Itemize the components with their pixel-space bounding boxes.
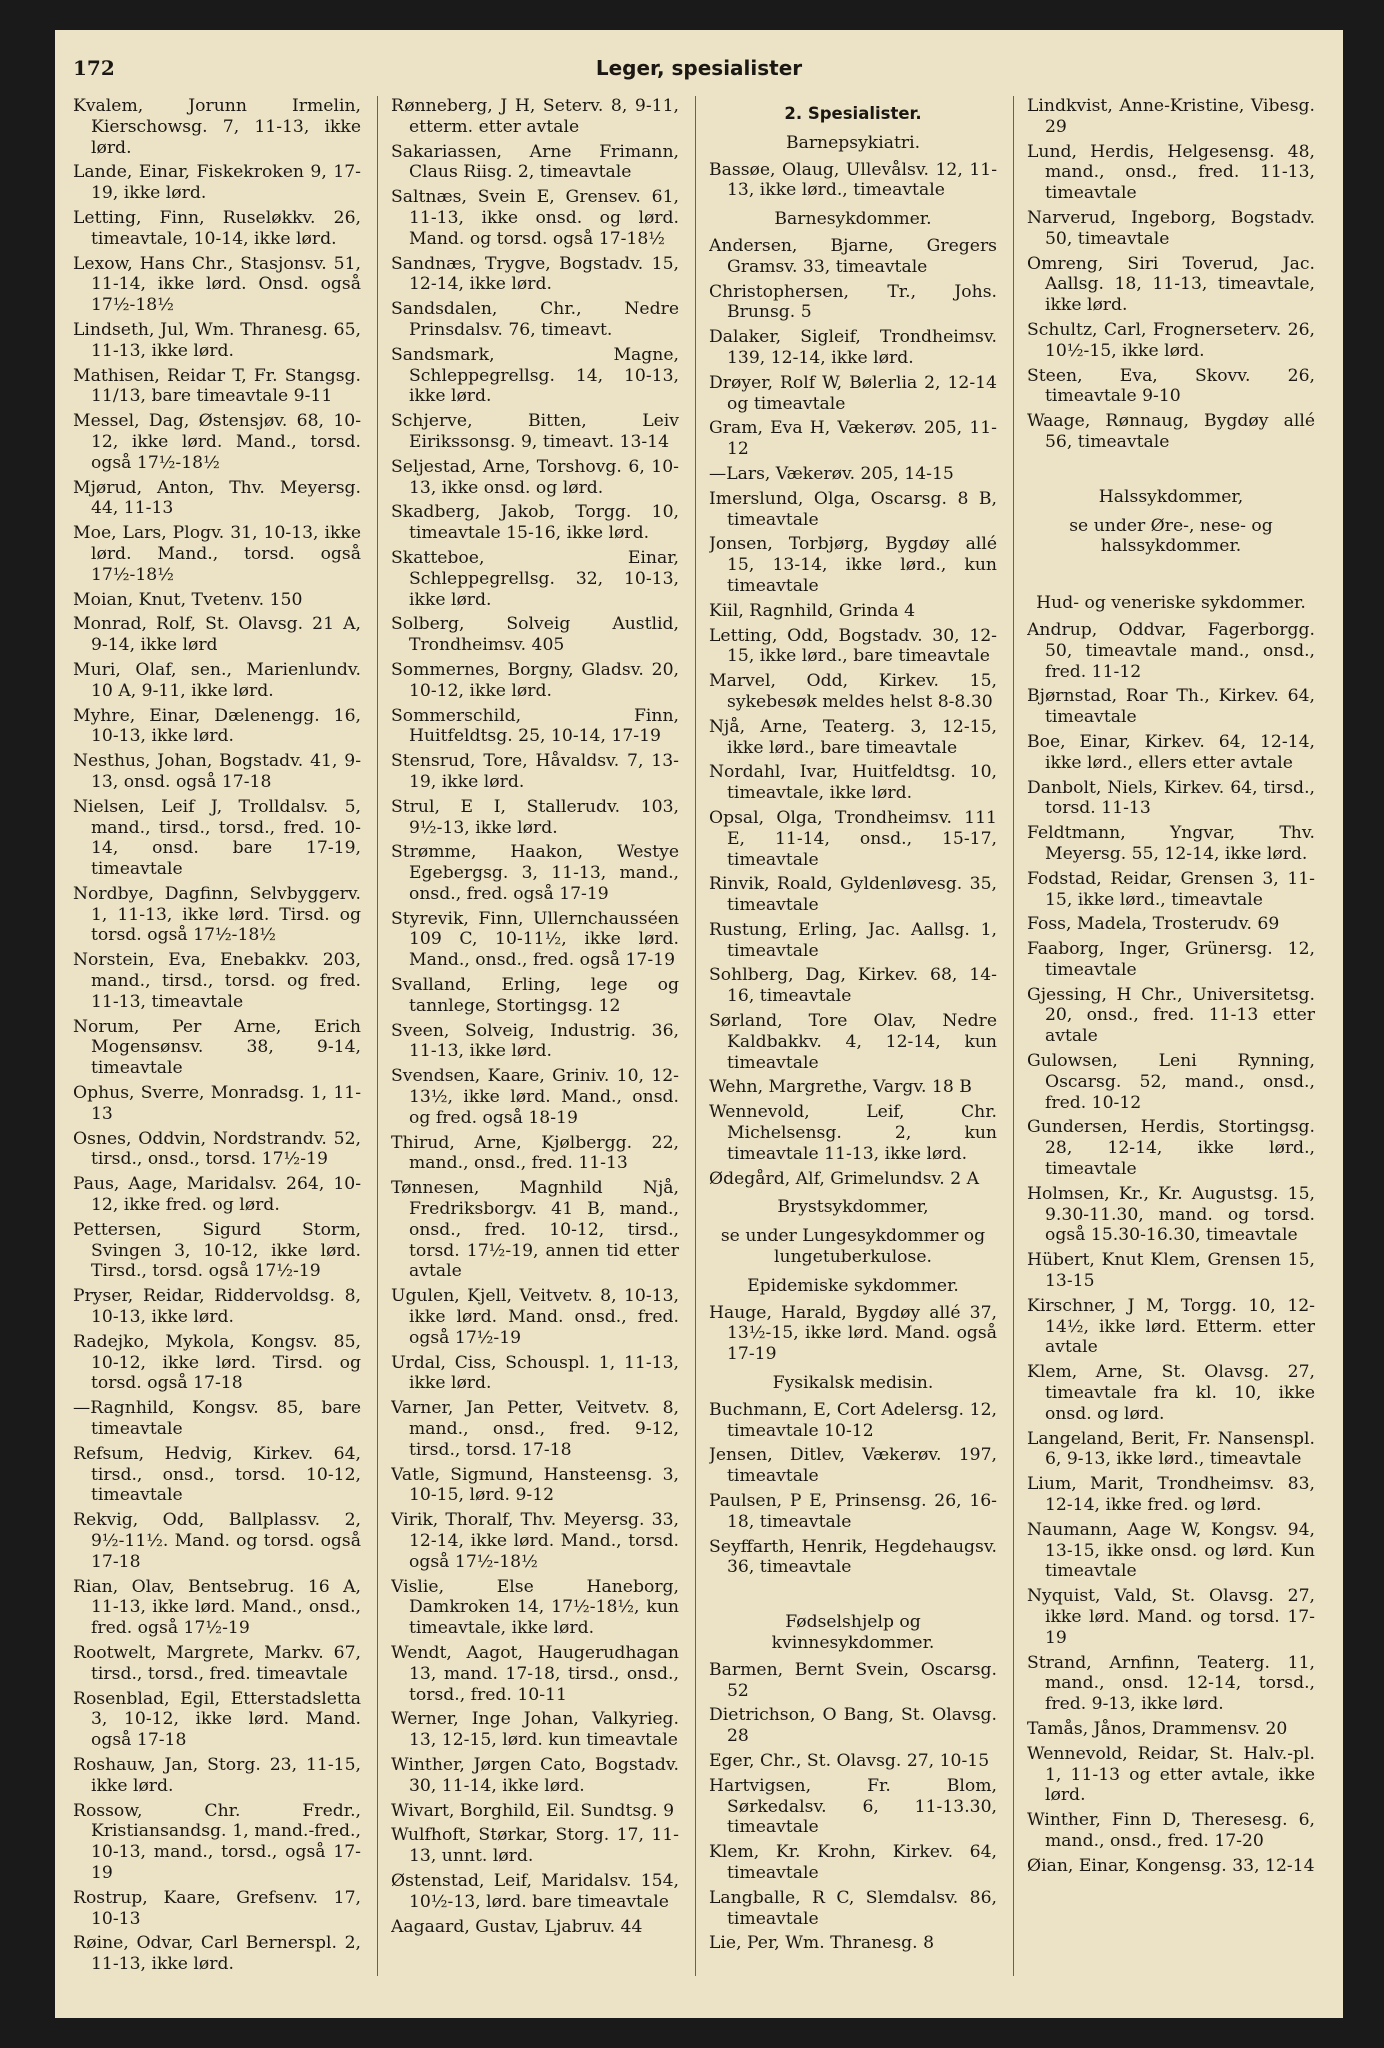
directory-entry: Ugulen, Kjell, Veitvetv. 8, 10-13, ikke lørd. Mand. onsd., fred. også 17½-19	[391, 1286, 679, 1348]
directory-entry: Sommerschild, Finn, Huitfeldtsg. 25, 10-14, 17-19	[391, 705, 679, 747]
section-heading: Fysikalsk medisin.	[772, 1373, 934, 1394]
directory-entry: Østenstad, Leif, Maridalsv. 154, 10½-13, lørd. bare timeavtale	[391, 1870, 679, 1912]
directory-entry: Moian, Knut, Tvetenv. 150	[73, 589, 303, 610]
directory-entry: Muri, Olaf, sen., Marienlundv. 10 A, 9-11, ikke lørd.	[73, 659, 361, 701]
directory-entry: Pryser, Reidar, Riddervoldsg. 8, 10-13, ikke lørd.	[73, 1286, 361, 1328]
directory-entry: Dalaker, Sigleif, Trondheimsv. 139, 12-14, ikke lørd.	[709, 327, 997, 368]
directory-entry: Kiil, Ragnhild, Grinda 4	[709, 600, 916, 621]
directory-entry: Solberg, Solveig Austlid, Trondheimsv. 405	[391, 614, 679, 656]
directory-entry: Osnes, Oddvin, Nordstrandv. 52, tirsd., onsd., torsd. 17½-19	[73, 1128, 361, 1170]
directory-entry: Wendt, Aagot, Haugerudhagan 13, mand. 17-18, tirsd., onsd., torsd., fred. 10-11	[391, 1642, 679, 1705]
directory-entry: Sandsmark, Magne, Schleppegrellsg. 14, 10-13, ikke lørd.	[391, 344, 679, 407]
section-heading: Halssykdommer,	[1098, 486, 1244, 507]
section-heading: se under Lungesykdommer og lungetuberkulose.	[720, 1226, 986, 1268]
directory-entry: Omreng, Siri Toverud, Jac. Aallsg. 18, 11-13, timeavtale, ikke lørd.	[1027, 253, 1315, 316]
directory-entry: Seyffarth, Henrik, Hegdehaugsv. 36, timeavtale	[709, 1536, 997, 1578]
directory-entry: Rinvik, Roald, Gyldenløvesg. 35, timeavtale	[709, 874, 997, 916]
directory-entry: Christophersen, Tr., Johs. Brunsg. 5	[709, 281, 997, 323]
spacer	[1027, 457, 1315, 479]
directory-entry: Rekvig, Odd, Ballplassv. 2, 9½-11½. Mand. og torsd. også 17-18	[73, 1510, 361, 1572]
spacer	[1027, 563, 1315, 585]
directory-entry: Buchmann, E, Cort Adelersg. 12, timeavtale 10-12	[709, 1399, 997, 1441]
directory-entry: Urdal, Ciss, Schouspl. 1, 11-13, ikke lørd.	[391, 1352, 679, 1394]
directory-entry: Seljestad, Arne, Torshovg. 6, 10-13, ikke onsd. og lørd.	[391, 456, 679, 498]
directory-entry: Fodstad, Reidar, Grensen 3, 11-15, ikke lørd., timeavtale	[1027, 868, 1315, 910]
directory-entry: Lande, Einar, Fiskekroken 9, 17-19, ikke lørd.	[73, 162, 361, 204]
directory-entry: Winther, Finn D, Theresesg. 6, mand., onsd., fred. 17-20	[1027, 1810, 1315, 1851]
directory-entry: Varner, Jan Petter, Veitvetv. 8, mand., onsd., fred. 9-12, tirsd., torsd. 17-18	[391, 1398, 679, 1460]
directory-entry: Schultz, Carl, Frognerseterv. 26, 10½-15, ikke lørd.	[1027, 319, 1315, 361]
directory-entry: Drøyer, Rolf W, Bølerlia 2, 12-14 og timeavtale	[709, 372, 997, 414]
directory-entry: Lund, Herdis, Helgesensg. 48, mand., onsd., fred. 11-13, timeavtale	[1027, 141, 1315, 204]
directory-entry: Thirud, Arne, Kjølbergg. 22, mand., onsd., fred. 11-13	[391, 1132, 679, 1174]
directory-entry: Bassøe, Olaug, Ullevålsv. 12, 11-13, ikke lørd., timeavtale	[709, 159, 997, 201]
directory-entry: Steen, Eva, Skovv. 26, timeavtale 9-10	[1027, 365, 1315, 407]
directory-entry: Rootwelt, Margrete, Markv. 67, tirsd., torsd., fred. timeavtale	[73, 1642, 361, 1684]
directory-entry: Rønneberg, J H, Seterv. 8, 9-11, etterm. etter avtale	[391, 96, 679, 137]
section-heading: Hud- og veneriske sykdommer.	[1036, 593, 1306, 614]
directory-entry: Nyquist, Vald, St. Olavsg. 27, ikke lørd. Mand. og torsd. 17-19	[1027, 1586, 1315, 1648]
section-heading: Brystsykdommer,	[777, 1197, 929, 1218]
directory-entry: Lie, Per, Wm. Thranesg. 8	[709, 1933, 935, 1954]
directory-entry: Langballe, R C, Slemdalsv. 86, timeavtale	[709, 1887, 997, 1929]
directory-entry: Imerslund, Olga, Oscarsg. 8 B, timeavtale	[709, 488, 997, 530]
directory-entry: Jonsen, Torbjørg, Bygdøy allé 15, 13-14, ikke lørd., kun timeavtale	[709, 534, 997, 596]
directory-entry: Nesthus, Johan, Bogstadv. 41, 9-13, onsd. også 17-18	[73, 751, 361, 792]
directory-entry: Feldtmann, Yngvar, Thv. Meyersg. 55, 12-14, ikke lørd.	[1027, 823, 1315, 864]
section-heading: Barnepsykiatri.	[785, 132, 921, 153]
directory-entry: Schjerve, Bitten, Leiv Eirikssonsg. 9, timeavt. 13-14	[391, 411, 679, 452]
directory-entry: Wennevold, Leif, Chr. Michelsensg. 2, kun timeavtale 11-13, ikke lørd.	[709, 1102, 997, 1164]
directory-entry: Pettersen, Sigurd Storm, Svingen 3, 10-12, ikke lørd. Tirsd., torsd. også 17½-19	[73, 1219, 361, 1282]
column-3	[709, 96, 997, 2006]
directory-entry: Ødegård, Alf, Grimelundsv. 2 A	[709, 1168, 980, 1189]
directory-entry: Lindseth, Jul, Wm. Thranesg. 65, 11-13, ikke lørd.	[73, 319, 361, 361]
directory-entry: Wennevold, Reidar, St. Halv.-pl. 1, 11-13 og etter avtale, ikke lørd.	[1027, 1743, 1315, 1806]
directory-entry: Andrup, Oddvar, Fagerborgg. 50, timeavtale mand., onsd., fred. 11-12	[1027, 619, 1315, 682]
directory-entry: Wehn, Margrethe, Vargv. 18 B	[709, 1077, 972, 1098]
directory-entry: Foss, Madela, Trosterudv. 69	[1027, 914, 1280, 935]
directory-entry: Ophus, Sverre, Monradsg. 1, 11-13	[73, 1083, 361, 1124]
directory-entry: —Lars, Vækerøv. 205, 14-15	[709, 463, 954, 484]
directory-entry: Rian, Olav, Bentsebrug. 16 A, 11-13, ikke lørd. Mand., onsd., fred. også 17½-19	[73, 1576, 361, 1639]
directory-entry: Vislie, Else Haneborg, Damkroken 14, 17½-18½, kun timeavtale, ikke lørd.	[391, 1576, 679, 1639]
directory-entry: Hübert, Knut Klem, Grensen 15, 13-15	[1027, 1250, 1315, 1292]
section-heading: se under Øre-, nese- og halssykdommer.	[1069, 515, 1273, 557]
directory-entry: Gulowsen, Leni Rynning, Oscarsg. 52, mand., onsd., fred. 10-12	[1027, 1051, 1315, 1113]
directory-page	[55, 30, 1343, 2018]
directory-entry: Monrad, Rolf, St. Olavsg. 21 A, 9-14, ikke lørd	[73, 614, 361, 656]
directory-entry: Aagaard, Gustav, Ljabruv. 44	[391, 1916, 643, 1937]
section-heading: Barnesykdommer.	[774, 209, 932, 230]
directory-entry: Kvalem, Jorunn Irmelin, Kierschowsg. 7, 11-13, ikke lørd.	[73, 96, 361, 158]
directory-entry: Gjessing, H Chr., Universitetsg. 20, onsd., fred. 11-13 etter avtale	[1027, 984, 1315, 1047]
directory-entry: Hauge, Harald, Bygdøy allé 37, 13½-15, ikke lørd. Mand. også 17-19	[709, 1302, 997, 1365]
directory-entry: Tønnesen, Magnhild Njå, Fredriksborgv. 41 B, mand., onsd., fred. 10-12, tirsd., torsd. 17½-19, annen tid etter avtale	[391, 1178, 679, 1282]
directory-entry: Øian, Einar, Kongensg. 33, 12-14	[1027, 1855, 1315, 1876]
directory-entry: Wivart, Borghild, Eil. Sundtsg. 9	[391, 1800, 675, 1821]
directory-entry: Lium, Marit, Trondheimsv. 83, 12-14, ikke fred. og lørd.	[1027, 1474, 1315, 1516]
directory-entry: Roshauw, Jan, Storg. 23, 11-15, ikke lørd.	[73, 1754, 361, 1796]
directory-entry: Moe, Lars, Plogv. 31, 10-13, ikke lørd. Mand., torsd. også 17½-18½	[73, 523, 361, 585]
directory-entry: Langeland, Berit, Fr. Nansenspl. 6, 9-13, ikke lørd., timeavtale	[1027, 1428, 1315, 1470]
directory-entry: Strømme, Haakon, Westye Egebergsg. 3, 11-13, mand., onsd., fred. også 17-19	[391, 842, 679, 904]
directory-entry: Sandsdalen, Chr., Nedre Prinsdalsv. 76, timeavt.	[391, 299, 679, 340]
directory-entry: Rosenblad, Egil, Etterstadsletta 3, 10-12, ikke lørd. Mand. også 17-18	[73, 1688, 361, 1751]
column-4	[1027, 96, 1315, 2006]
directory-entry: Klem, Arne, St. Olavsg. 27, timeavtale fra kl. 10, ikke onsd. og lørd.	[1027, 1362, 1315, 1424]
directory-entry: Kirschner, J M, Torgg. 10, 12-14½, ikke lørd. Etterm. etter avtale	[1027, 1295, 1315, 1358]
directory-entry: Bjørnstad, Roar Th., Kirkev. 64, timeavtale	[1027, 686, 1315, 728]
directory-entry: Sørland, Tore Olav, Nedre Kaldbakkv. 4, 12-14, kun timeavtale	[709, 1011, 997, 1073]
directory-entry: Rustung, Erling, Jac. Aallsg. 1, timeavtale	[709, 919, 997, 961]
directory-entry: Sandnæs, Trygve, Bogstadv. 15, 12-14, ikke lørd.	[391, 253, 679, 295]
directory-entry: Messel, Dag, Østensjøv. 68, 10-12, ikke lørd. Mand., torsd. også 17½-18½	[73, 411, 361, 473]
directory-entry: Saltnæs, Svein E, Grensev. 61, 11-13, ikke onsd. og lørd. Mand. og torsd. også 17-18½	[391, 187, 679, 249]
directory-entry: Wulfhoft, Størkar, Storg. 17, 11-13, unnt. lørd.	[391, 1825, 679, 1867]
directory-entry: Dietrichson, O Bang, St. Olavsg. 28	[709, 1705, 997, 1747]
directory-entry: Njå, Arne, Teaterg. 3, 12-15, ikke lørd., bare timeavtale	[709, 716, 997, 758]
directory-entry: Radejko, Mykola, Kongsv. 85, 10-12, ikke lørd. Tirsd. og torsd. også 17-18	[73, 1331, 361, 1394]
page-number: 172	[73, 56, 115, 80]
directory-entry: Letting, Finn, Ruseløkkv. 26, timeavtale, 10-14, ikke lørd.	[73, 207, 361, 249]
column-divider	[1013, 96, 1014, 1976]
directory-entry: Narverud, Ingeborg, Bogstadv. 50, timeavtale	[1027, 207, 1315, 249]
directory-entry: Nordbye, Dagfinn, Selvbyggerv. 1, 11-13, ikke lørd. Tirsd. og torsd. også 17½-18½	[73, 883, 361, 946]
spacer	[709, 1582, 997, 1604]
directory-entry: Marvel, Odd, Kirkev. 15, sykebesøk meldes helst 8-8.30	[709, 671, 997, 712]
section-heading: Epidemiske sykdommer.	[747, 1275, 959, 1296]
directory-entry: —Ragnhild, Kongsv. 85, bare timeavtale	[73, 1398, 361, 1440]
directory-entry: Stensrud, Tore, Håvaldsv. 7, 13-19, ikke lørd.	[391, 751, 679, 792]
directory-entry: Norum, Per Arne, Erich Mogensønsv. 38, 9-14, timeavtale	[73, 1016, 361, 1079]
directory-entry: Mathisen, Reidar T, Fr. Stangsg. 11/13, bare timeavtale 9-11	[73, 365, 361, 407]
directory-entry: Paulsen, P E, Prinsensg. 26, 16-18, timeavtale	[709, 1491, 997, 1532]
directory-entry: Eger, Chr., St. Olavsg. 27, 10-15	[709, 1750, 990, 1771]
column-1	[73, 96, 361, 2006]
directory-entry: Norstein, Eva, Enebakkv. 203, mand., tirsd., torsd. og fred. 11-13, timeavtale	[73, 950, 361, 1012]
directory-entry: Naumann, Aage W, Kongsv. 94, 13-15, ikke onsd. og lørd. Kun timeavtale	[1027, 1519, 1315, 1582]
directory-entry: Gundersen, Herdis, Stortingsg. 28, 12-14, ikke lørd., timeavtale	[1027, 1117, 1315, 1180]
directory-entry: Boe, Einar, Kirkev. 64, 12-14, ikke lørd., ellers etter avtale	[1027, 731, 1315, 773]
directory-entry: Sohlberg, Dag, Kirkev. 68, 14-16, timeavtale	[709, 965, 997, 1007]
directory-entry: Rostrup, Kaare, Grefsenv. 17, 10-13	[73, 1887, 361, 1929]
directory-entry: Svendsen, Kaare, Griniv. 10, 12-13½, ikke lørd. Mand., onsd. og fred. også 18-19	[391, 1066, 679, 1128]
directory-entry: Lexow, Hans Chr., Stasjonsv. 51, 11-14, ikke lørd. Onsd. også 17½-18½	[73, 253, 361, 316]
running-head: Leger, spesialister	[595, 56, 803, 80]
directory-entry: Danbolt, Niels, Kirkev. 64, tirsd., torsd. 11-13	[1027, 777, 1315, 819]
directory-entry: Jensen, Ditlev, Vækerøv. 197, timeavtale	[709, 1445, 997, 1487]
directory-entry: Strand, Arnfinn, Teaterg. 11, mand., onsd. 12-14, torsd., fred. 9-13, ikke lørd.	[1027, 1652, 1315, 1715]
directory-entry: Sveen, Solveig, Industrig. 36, 11-13, ikke lørd.	[391, 1020, 679, 1062]
directory-entry: Winther, Jørgen Cato, Bogstadv. 30, 11-14, ikke lørd.	[391, 1754, 679, 1796]
directory-entry: Røine, Odvar, Carl Bernerspl. 2, 11-13, ikke lørd.	[73, 1933, 361, 1975]
directory-entry: Opsal, Olga, Trondheimsv. 111 E, 11-14, onsd., 15-17, timeavtale	[709, 807, 997, 870]
directory-entry: Gram, Eva H, Vækerøv. 205, 11-12	[709, 418, 997, 460]
directory-entry: Barmen, Bernt Svein, Oscarsg. 52	[709, 1659, 997, 1701]
directory-entry: Hartvigsen, Fr. Blom, Sørkedalsv. 6, 11-13.30, timeavtale	[709, 1775, 997, 1838]
directory-entry: Mjørud, Anton, Thv. Meyersg. 44, 11-13	[73, 477, 361, 519]
directory-entry: Klem, Kr. Krohn, Kirkev. 64, timeavtale	[709, 1842, 997, 1883]
column-divider	[695, 96, 696, 1976]
directory-entry: Sakariassen, Arne Frimann, Claus Riisg. 2, timeavtale	[391, 141, 679, 183]
directory-entry: Paus, Aage, Maridalsv. 264, 10-12, ikke fred. og lørd.	[73, 1174, 361, 1216]
directory-entry: Holmsen, Kr., Kr. Augustsg. 15, 9.30-11.30, mand. og torsd. også 15.30-16.30, timeavtale	[1027, 1183, 1315, 1246]
directory-entry: Refsum, Hedvig, Kirkev. 64, tirsd., onsd., torsd. 10-12, timeavtale	[73, 1443, 361, 1506]
column-divider	[377, 96, 378, 1976]
directory-entry: Andersen, Bjarne, Gregers Gramsv. 33, timeavtale	[709, 235, 997, 277]
directory-entry: Skadberg, Jakob, Torgg. 10, timeavtale 15-16, ikke lørd.	[391, 502, 679, 544]
section-heading: 2. Spesialister.	[784, 104, 922, 123]
column-2	[391, 96, 679, 2006]
directory-entry: Svalland, Erling, lege og tannlege, Stortingsg. 12	[391, 975, 679, 1016]
directory-entry: Rossow, Chr. Fredr., Kristiansandsg. 1, mand.-fred., 10-13, mand., torsd., også 17-19	[73, 1800, 361, 1883]
directory-entry: Nordahl, Ivar, Huitfeldtsg. 10, timeavtale, ikke lørd.	[709, 762, 997, 804]
directory-entry: Waage, Rønnaug, Bygdøy allé 56, timeavtale	[1027, 411, 1315, 452]
directory-entry: Tamås, Jånos, Drammensv. 20	[1027, 1718, 1288, 1739]
directory-entry: Vatle, Sigmund, Hansteensg. 3, 10-15, lørd. 9-12	[391, 1464, 679, 1506]
directory-entry: Nielsen, Leif J, Trolldalsv. 5, mand., tirsd., torsd., fred. 10-14, onsd. bare 17-19, timeavtale	[73, 796, 361, 880]
directory-entry: Sommernes, Borgny, Gladsv. 20, 10-12, ikke lørd.	[391, 659, 679, 701]
directory-entry: Werner, Inge Johan, Valkyrieg. 13, 12-15, lørd. kun timeavtale	[391, 1709, 679, 1751]
section-heading: Fødselshjelp og kvinnesykdommer.	[771, 1612, 935, 1653]
directory-entry: Myhre, Einar, Dælenengg. 16, 10-13, ikke lørd.	[73, 705, 361, 747]
directory-entry: Skatteboe, Einar, Schleppegrellsg. 32, 10-13, ikke lørd.	[391, 547, 679, 610]
directory-entry: Faaborg, Inger, Grünersg. 12, timeavtale	[1027, 939, 1315, 980]
directory-entry: Strul, E I, Stallerudv. 103, 9½-13, ikke lørd.	[391, 796, 679, 838]
directory-entry: Lindkvist, Anne-Kristine, Vibesg. 29	[1027, 96, 1315, 137]
directory-entry: Virik, Thoralf, Thv. Meyersg. 33, 12-14, ikke lørd. Mand., torsd. også 17½-18½	[391, 1510, 679, 1572]
directory-entry: Styrevik, Finn, Ullernchausséen 109 C, 10-11½, ikke lørd. Mand., onsd., fred. også 17-19	[391, 908, 679, 971]
directory-entry: Letting, Odd, Bogstadv. 30, 12-15, ikke lørd., bare timeavtale	[709, 625, 997, 667]
